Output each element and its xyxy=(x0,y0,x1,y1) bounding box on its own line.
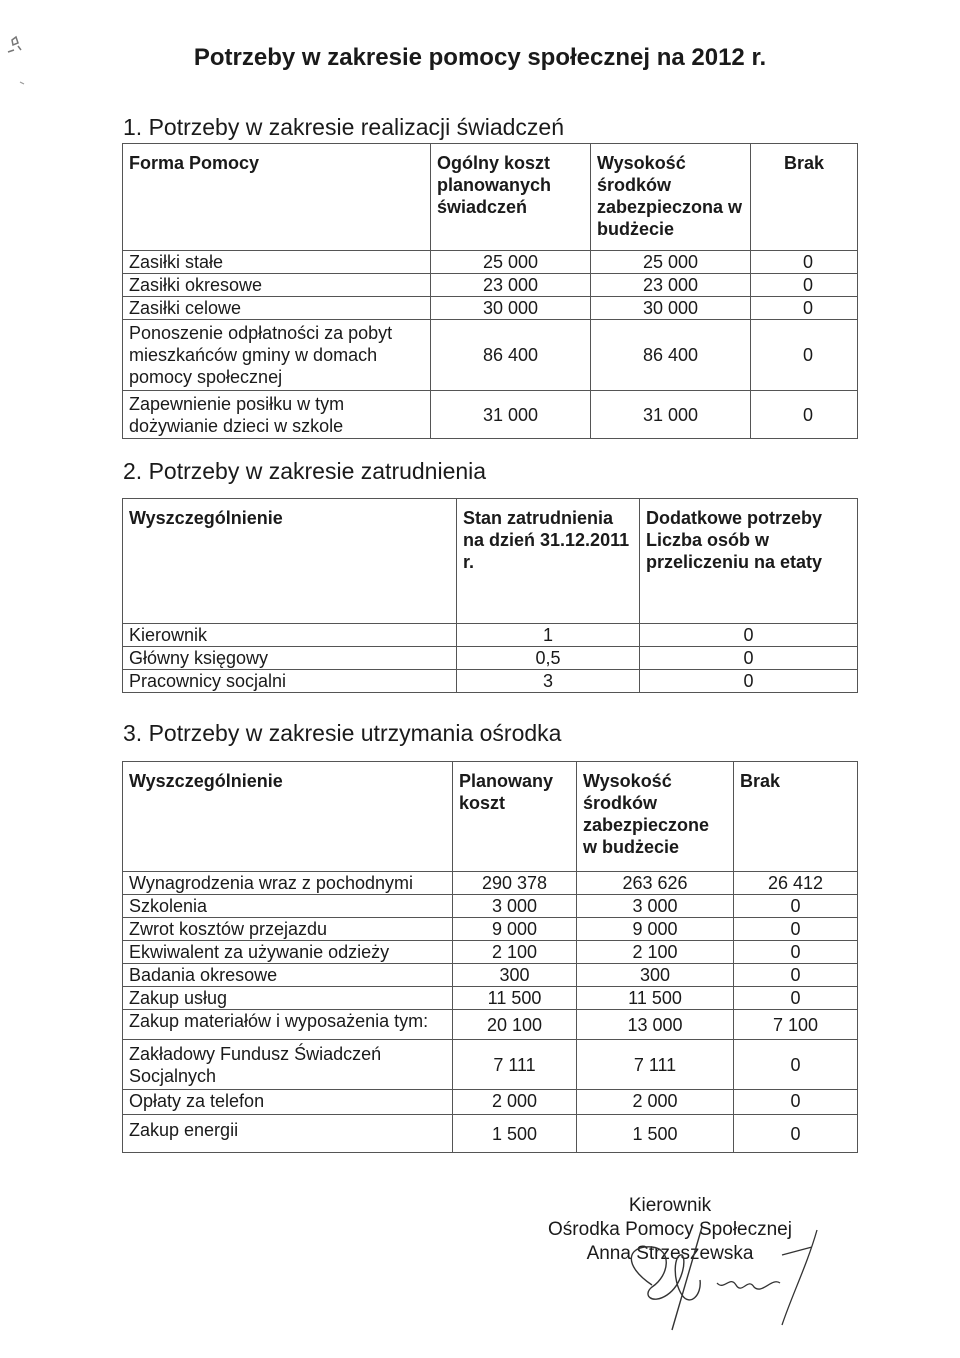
cell-value: 0 xyxy=(751,251,858,274)
cell-value: 20 100 xyxy=(453,1010,577,1040)
table-row xyxy=(123,320,858,391)
cell-value: 31 000 xyxy=(591,391,751,439)
signature-name: Anna Strzeszewska xyxy=(586,1243,754,1264)
cell-value: 0 xyxy=(734,918,858,941)
employment-table xyxy=(122,498,858,693)
cell-value: 23 000 xyxy=(591,274,751,297)
cell-value: 31 000 xyxy=(431,391,591,439)
row-label: Szkolenia xyxy=(123,895,453,918)
cell-value: 23 000 xyxy=(431,274,591,297)
cell-value: 300 xyxy=(453,964,577,987)
row-label: Ponoszenie odpłatności za pobyt mieszkańców gminy w domach pomocy społecznej xyxy=(123,320,431,391)
cell-value: 0 xyxy=(640,647,858,670)
row-label: Zasiłki okresowe xyxy=(123,274,431,297)
cell-value: 2 000 xyxy=(453,1090,577,1115)
row-label: Ekwiwalent za używanie odzieży xyxy=(123,941,453,964)
cell-value: 2 000 xyxy=(577,1090,734,1115)
column-header: Wysokość środków zabezpieczona w budżecie xyxy=(591,144,751,251)
page-title: Potrzeby w zakresie pomocy społecznej na 2012 r. xyxy=(193,44,767,71)
table-row xyxy=(123,941,858,964)
row-label: Badania okresowe xyxy=(123,964,453,987)
section-1-heading: 1. Potrzeby w zakresie realizacji świadczeń xyxy=(123,114,565,140)
row-label: Kierownik xyxy=(123,624,457,647)
row-label: Zakup energii xyxy=(123,1115,453,1153)
cell-value: 290 378 xyxy=(453,872,577,895)
section-3-heading: 3. Potrzeby w zakresie utrzymania ośrodka xyxy=(123,720,562,746)
table-row xyxy=(123,987,858,1010)
column-header: Brak xyxy=(751,144,858,251)
cell-value: 30 000 xyxy=(431,297,591,320)
table-row xyxy=(123,895,858,918)
cell-value: 0 xyxy=(734,941,858,964)
column-header: Brak xyxy=(734,762,858,872)
cell-value: 0 xyxy=(640,624,858,647)
cell-value: 86 400 xyxy=(591,320,751,391)
table-row xyxy=(123,647,858,670)
cell-value: 7 111 xyxy=(577,1040,734,1090)
cell-value: 7 111 xyxy=(453,1040,577,1090)
table-row xyxy=(123,872,858,895)
table-row xyxy=(123,274,858,297)
cell-value: 3 xyxy=(457,670,640,693)
maintenance-table xyxy=(122,761,858,1153)
cell-value: 1 xyxy=(457,624,640,647)
table-row xyxy=(123,624,858,647)
cell-value: 0 xyxy=(734,964,858,987)
cell-value: 11 500 xyxy=(453,987,577,1010)
cell-value: 9 000 xyxy=(577,918,734,941)
column-header: Dodatkowe potrzeby Liczba osób w przeliczeniu na etaty xyxy=(640,499,858,624)
cell-value: 2 100 xyxy=(577,941,734,964)
row-label: Zakup usług xyxy=(123,987,453,1010)
table-row xyxy=(123,1115,858,1153)
column-header: Forma Pomocy xyxy=(123,144,431,251)
cell-value: 0 xyxy=(734,987,858,1010)
column-header: Wyszczególnienie xyxy=(123,762,453,872)
column-header: Ogólny koszt planowanych świadczeń xyxy=(431,144,591,251)
cell-value: 30 000 xyxy=(591,297,751,320)
table-row xyxy=(123,1090,858,1115)
cell-value: 1 500 xyxy=(453,1115,577,1153)
column-header: Planowany koszt xyxy=(453,762,577,872)
row-label: Opłaty za telefon xyxy=(123,1090,453,1115)
cell-value: 300 xyxy=(577,964,734,987)
table-header-row xyxy=(123,762,858,872)
row-label: Zwrot kosztów przejazdu xyxy=(123,918,453,941)
cell-value: 7 100 xyxy=(734,1010,858,1040)
cell-value: 0 xyxy=(734,895,858,918)
cell-value: 0 xyxy=(734,1040,858,1090)
cell-value: 0 xyxy=(751,320,858,391)
cell-value: 1 500 xyxy=(577,1115,734,1153)
cell-value: 0 xyxy=(751,297,858,320)
row-label: Główny księgowy xyxy=(123,647,457,670)
row-label: Wynagrodzenia wraz z pochodnymi xyxy=(123,872,453,895)
cell-value: 0 xyxy=(751,391,858,439)
handwritten-signature-icon xyxy=(612,1225,832,1335)
cell-value: 13 000 xyxy=(577,1010,734,1040)
signature-institution: Ośrodka Pomocy Społecznej xyxy=(548,1219,792,1240)
table-header-row xyxy=(123,144,858,251)
cell-value: 263 626 xyxy=(577,872,734,895)
table-row xyxy=(123,297,858,320)
cell-value: 86 400 xyxy=(431,320,591,391)
row-label: Pracownicy socjalni xyxy=(123,670,457,693)
column-header: Wysokość środków zabezpieczone w budżecie xyxy=(577,762,734,872)
row-label: Zasiłki stałe xyxy=(123,251,431,274)
table-header-row xyxy=(123,499,858,624)
table-row xyxy=(123,391,858,439)
cell-value: 9 000 xyxy=(453,918,577,941)
cell-value: 26 412 xyxy=(734,872,858,895)
row-label: Zakup materiałów i wyposażenia tym: xyxy=(123,1010,453,1040)
signature-role: Kierownik xyxy=(628,1195,712,1216)
cell-value: 25 000 xyxy=(431,251,591,274)
column-header: Stan zatrudnienia na dzień 31.12.2011 r. xyxy=(457,499,640,624)
cell-value: 0 xyxy=(751,274,858,297)
section-2-heading: 2. Potrzeby w zakresie zatrudnienia xyxy=(123,458,487,484)
row-label: Zakładowy Fundusz Świadczeń Socjalnych xyxy=(123,1040,453,1090)
cell-value: 0 xyxy=(734,1090,858,1115)
cell-value: 0,5 xyxy=(457,647,640,670)
cell-value: 11 500 xyxy=(577,987,734,1010)
cell-value: 0 xyxy=(734,1115,858,1153)
cell-value: 3 000 xyxy=(577,895,734,918)
table-row xyxy=(123,251,858,274)
table-row xyxy=(123,670,858,693)
table-row xyxy=(123,964,858,987)
cell-value: 0 xyxy=(640,670,858,693)
cell-value: 25 000 xyxy=(591,251,751,274)
benefits-table xyxy=(122,143,858,439)
table-row xyxy=(123,1010,858,1040)
table-row xyxy=(123,918,858,941)
row-label: Zasiłki celowe xyxy=(123,297,431,320)
table-row xyxy=(123,1040,858,1090)
cell-value: 3 000 xyxy=(453,895,577,918)
row-label: Zapewnienie posiłku w tym dożywianie dzieci w szkole xyxy=(123,391,431,439)
column-header: Wyszczególnienie xyxy=(123,499,457,624)
cell-value: 2 100 xyxy=(453,941,577,964)
